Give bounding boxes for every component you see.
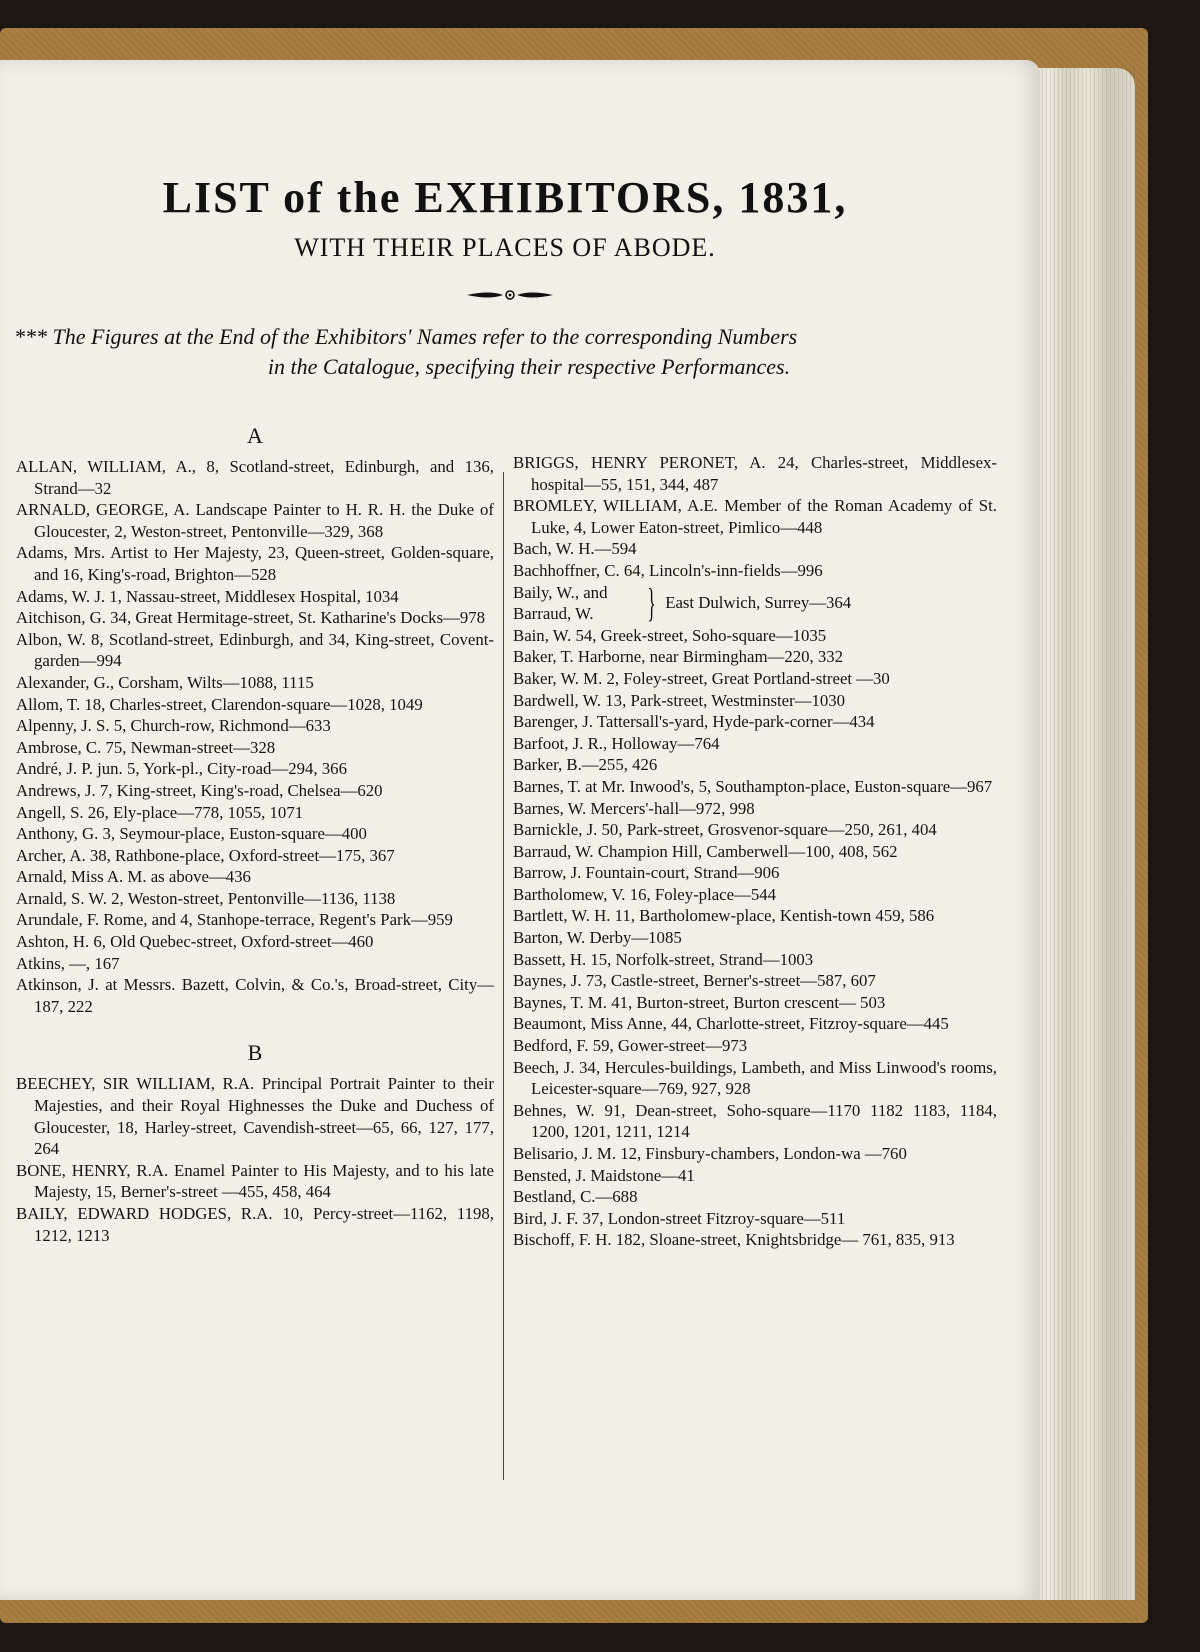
column-divider [503,472,504,1480]
brace-name-2: Barraud, W. [513,604,594,624]
exhibitor-entry: Arundale, F. Rome, and 4, Stanhope-terrace, Regent's Park—959 [16,910,453,930]
exhibitor-entry: Ambrose, C. 75, Newman-street—328 [16,737,276,757]
exhibitor-entry: Adams, Mrs. Artist to Her Majesty, 23, Queen-street, Golden-square, and 16, King's-road, Brighton—528 [16,543,494,584]
section-heading-b: B [247,1040,263,1066]
exhibitor-entry: Barnes, T. at Mr. Inwood's, 5, Southampton-place, Euston-square—967 [513,776,993,796]
exhibitor-entry: Barenger, J. Tattersall's-yard, Hyde-park-corner—434 [513,712,875,732]
exhibitor-entry: Bardwell, W. 13, Park-street, Westminster—1030 [513,690,846,710]
catalogue-note [14,322,1004,382]
left-column [16,400,494,1246]
exhibitor-entry: Bischoff, F. H. 182, Sloane-street, Knightsbridge— 761, 835, 913 [513,1230,955,1250]
exhibitor-entry: Arnald, S. W. 2, Weston-street, Pentonville—1136, 1138 [16,888,396,908]
exhibitor-entry: Barfoot, J. R., Holloway—764 [513,733,720,753]
exhibitor-entry: Barraud, W. Champion Hill, Camberwell—100, 408, 562 [513,841,898,861]
exhibitor-entry: Barrow, J. Fountain-court, Strand—906 [513,863,780,883]
brace-names [513,582,646,625]
exhibitor-entry: Beaumont, Miss Anne, 44, Charlotte-street, Fitzroy-square—445 [513,1014,949,1034]
exhibitor-entry: Baynes, J. 73, Castle-street, Berner's-street—587, 607 [513,971,876,991]
exhibitor-entry: Barker, B.—255, 426 [513,755,658,775]
brace-address: East Dulwich, Surrey—364 [665,593,852,613]
exhibitor-entry: ARNALD, GEORGE, A. Landscape Painter to H. R. H. the Duke of Gloucester, 2, Weston-street, Pentonville—329, 368 [16,500,494,541]
book-page [0,60,1040,1600]
exhibitor-entry: BEECHEY, SIR WILLIAM, R.A. Principal Portrait Painter to their Majesties, and their Royal Highnesses the Duke and Duchess of Gloucester, 18, Harley-street, Cavendish-street—65, 66, 127, 177, 264 [16,1074,494,1159]
brace-icon: } [647,580,656,626]
ornament-divider-icon [465,288,555,302]
right-column [513,400,997,1251]
exhibitor-entry: Archer, A. 38, Rathbone-place, Oxford-street—175, 367 [16,845,395,865]
entries-list-right-top [513,452,997,582]
section-heading-a: A [247,423,263,448]
exhibitor-entry: BAILY, EDWARD HODGES, R.A. 10, Percy-street—1162, 1198, 1212, 1213 [16,1204,494,1245]
exhibitor-entry: Baker, T. Harborne, near Birmingham—220, 332 [513,647,844,667]
exhibitor-entry: Barton, W. Derby—1085 [513,928,682,948]
exhibitor-entry: Adams, W. J. 1, Nassau-street, Middlesex Hospital, 1034 [16,586,399,606]
brace-entry-group [513,582,997,625]
exhibitor-entry: André, J. P. jun. 5, York-pl., City-road—294, 366 [16,759,347,779]
exhibitor-entry: Bestland, C.—688 [513,1187,638,1207]
exhibitor-entry: Anthony, G. 3, Seymour-place, Euston-square—400 [16,824,367,844]
exhibitor-entry: Allom, T. 18, Charles-street, Clarendon-square—1028, 1049 [16,694,423,714]
exhibitor-entry: Baynes, T. M. 41, Burton-street, Burton crescent— 503 [513,992,886,1012]
entries-list-a [16,456,494,1017]
page-edges [1030,68,1135,1600]
exhibitor-entry: Belisario, J. M. 12, Finsbury-chambers, London-wa —760 [513,1144,907,1163]
note-line-2: in the Catalogue, specifying their respective Performances. [267,354,791,379]
exhibitor-entry: Barnes, W. Mercers'-hall—972, 998 [513,798,755,818]
exhibitor-entry: Barnickle, J. 50, Park-street, Grosvenor-square—250, 261, 404 [513,820,937,840]
entries-list-b [16,1073,494,1246]
exhibitor-entry: Bain, W. 54, Greek-street, Soho-square—1035 [513,625,827,645]
exhibitor-entry: BROMLEY, WILLIAM, A.E. Member of the Roman Academy of St. Luke, 4, Lower Eaton-street, Pimlico—448 [513,496,997,537]
exhibitor-entry: Bartlett, W. H. 11, Bartholomew-place, Kentish-town 459, 586 [513,906,935,926]
exhibitor-entry: Ashton, H. 6, Old Quebec-street, Oxford-street—460 [16,932,374,952]
exhibitor-entry: BRIGGS, HENRY PERONET, A. 24, Charles-street, Middlesex-hospital—55, 151, 344, 487 [513,453,997,494]
page-title: LIST of the EXHIBITORS, 1831, [162,173,848,222]
exhibitor-entry: Atkins, —, 167 [16,953,120,973]
exhibitor-entry: Atkinson, J. at Messrs. Bazett, Colvin, & Co.'s, Broad-street, City—187, 222 [16,975,494,1016]
exhibitor-entry: Behnes, W. 91, Dean-street, Soho-square—1170 1182 1183, 1184, 1200, 1201, 1211, 1214 [513,1100,997,1142]
exhibitor-entry: Bird, J. F. 37, London-street Fitzroy-square—511 [513,1208,846,1228]
exhibitor-entry: Bassett, H. 15, Norfolk-street, Strand—1003 [513,949,814,969]
exhibitor-entry: Bartholomew, V. 16, Foley-place—544 [513,884,777,904]
exhibitor-entry: Andrews, J. 7, King-street, King's-road, Chelsea—620 [16,780,383,800]
exhibitor-entry: Arnald, Miss A. M. as above—436 [16,867,251,887]
page-subtitle: WITH THEIR PLACES OF ABODE. [294,233,716,262]
exhibitor-entry: Alpenny, J. S. 5, Church-row, Richmond—633 [16,716,331,736]
exhibitor-entry: Bensted, J. Maidstone—41 [513,1165,695,1185]
exhibitor-entry: Alexander, G., Corsham, Wilts—1088, 1115 [16,672,314,692]
exhibitor-entry: Beech, J. 34, Hercules-buildings, Lambeth, and Miss Linwood's rooms, Leicester-square—769, 927, 928 [513,1057,997,1099]
exhibitor-entry: Angell, S. 26, Ely-place—778, 1055, 1071 [16,802,304,822]
entries-list-right-bottom [513,625,997,1251]
exhibitor-entry: Bedford, F. 59, Gower-street—973 [513,1036,748,1056]
exhibitor-entry: Baker, W. M. 2, Foley-street, Great Portland-street —30 [513,668,890,688]
exhibitor-entry: BONE, HENRY, R.A. Enamel Painter to His Majesty, and to his late Majesty, 15, Berner's-street —455, 458, 464 [16,1160,494,1202]
exhibitor-entry: ALLAN, WILLIAM, A., 8, Scotland-street, Edinburgh, and 136, Strand—32 [16,457,494,498]
exhibitor-entry: Aitchison, G. 34, Great Hermitage-street, St. Katharine's Docks—978 [16,608,486,628]
note-line-1: *** The Figures at the End of the Exhibitors' Names refer to the corresponding Numbers [14,324,798,349]
exhibitor-entry: Albon, W. 8, Scotland-street, Edinburgh, and 34, King-street, Covent-garden—994 [16,629,494,671]
exhibitor-entry: Bachhoffner, C. 64, Lincoln's-inn-fields—996 [513,560,823,580]
exhibitor-entry: Bach, W. H.—594 [513,539,637,559]
brace-name-1: Baily, W., and [513,582,608,602]
